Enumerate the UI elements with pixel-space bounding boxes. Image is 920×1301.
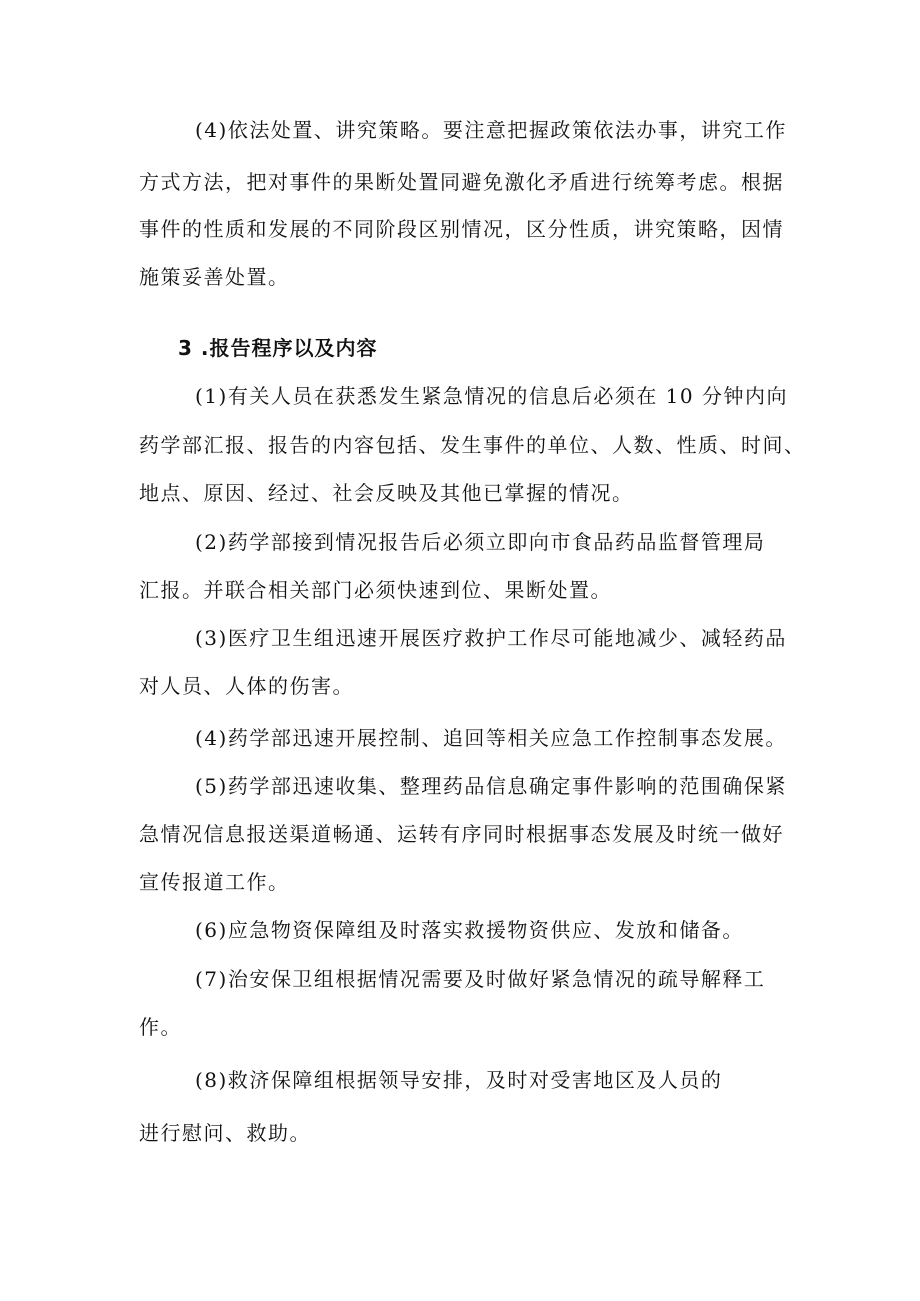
paragraph-line: 汇报。并联合相关部门必须快速到位、果断处置。	[139, 578, 612, 602]
paragraph-line: 施策妥善处置。	[139, 265, 290, 289]
paragraph-line: (1)有关人员在获悉发生紧急情况的信息后必须在 10 分钟内向	[195, 384, 788, 408]
paragraph-line: (4)依法处置、讲究策略。要注意把握政策依法办事，讲究工作	[195, 118, 787, 142]
paragraph-line: (6)应急物资保障组及时落实救援物资供应、发放和储备。	[195, 918, 744, 942]
paragraph-line: (7)治安保卫组根据情况需要及时做好紧急情况的疏导解释工	[195, 967, 766, 991]
paragraph-line: 方式方法，把对事件的果断处置同避免激化矛盾进行统筹考虑。根据	[139, 170, 784, 194]
paragraph-line: (2)药学部接到情况报告后必须立即向市食品药品监督管理局	[195, 530, 766, 554]
paragraph-line: 进行慰问、救助。	[139, 1121, 311, 1145]
paragraph-line: 作。	[139, 1015, 182, 1039]
paragraph-line: 药学部汇报、报告的内容包括、发生事件的单位、人数、性质、时间、	[139, 433, 806, 457]
paragraph-line: 事件的性质和发展的不同阶段区别情况，区分性质，讲究策略，因情	[139, 217, 784, 241]
paragraph-line: (4)药学部迅速开展控制、追回等相关应急工作控制事态发展。	[195, 726, 787, 750]
paragraph-line: 对人员、人体的伤害。	[139, 674, 354, 698]
paragraph-line: (5)药学部迅速收集、整理药品信息确定事件影响的范围确保紧	[195, 774, 787, 798]
paragraph-line: 地点、原因、经过、社会反映及其他已掌握的情况。	[139, 481, 634, 505]
paragraph-line: 急情况信息报送渠道畅通、运转有序同时根据事态发展及时统一做好	[139, 822, 784, 846]
paragraph-line: (3)医疗卫生组迅速开展医疗救护工作尽可能地减少、减轻药品	[195, 626, 787, 650]
paragraph-line: 宣传报道工作。	[139, 870, 290, 894]
paragraph-line: (8)救济保障组根据领导安排，及时对受害地区及人员的	[195, 1068, 723, 1092]
section-heading: 3 .报告程序以及内容	[178, 336, 378, 360]
